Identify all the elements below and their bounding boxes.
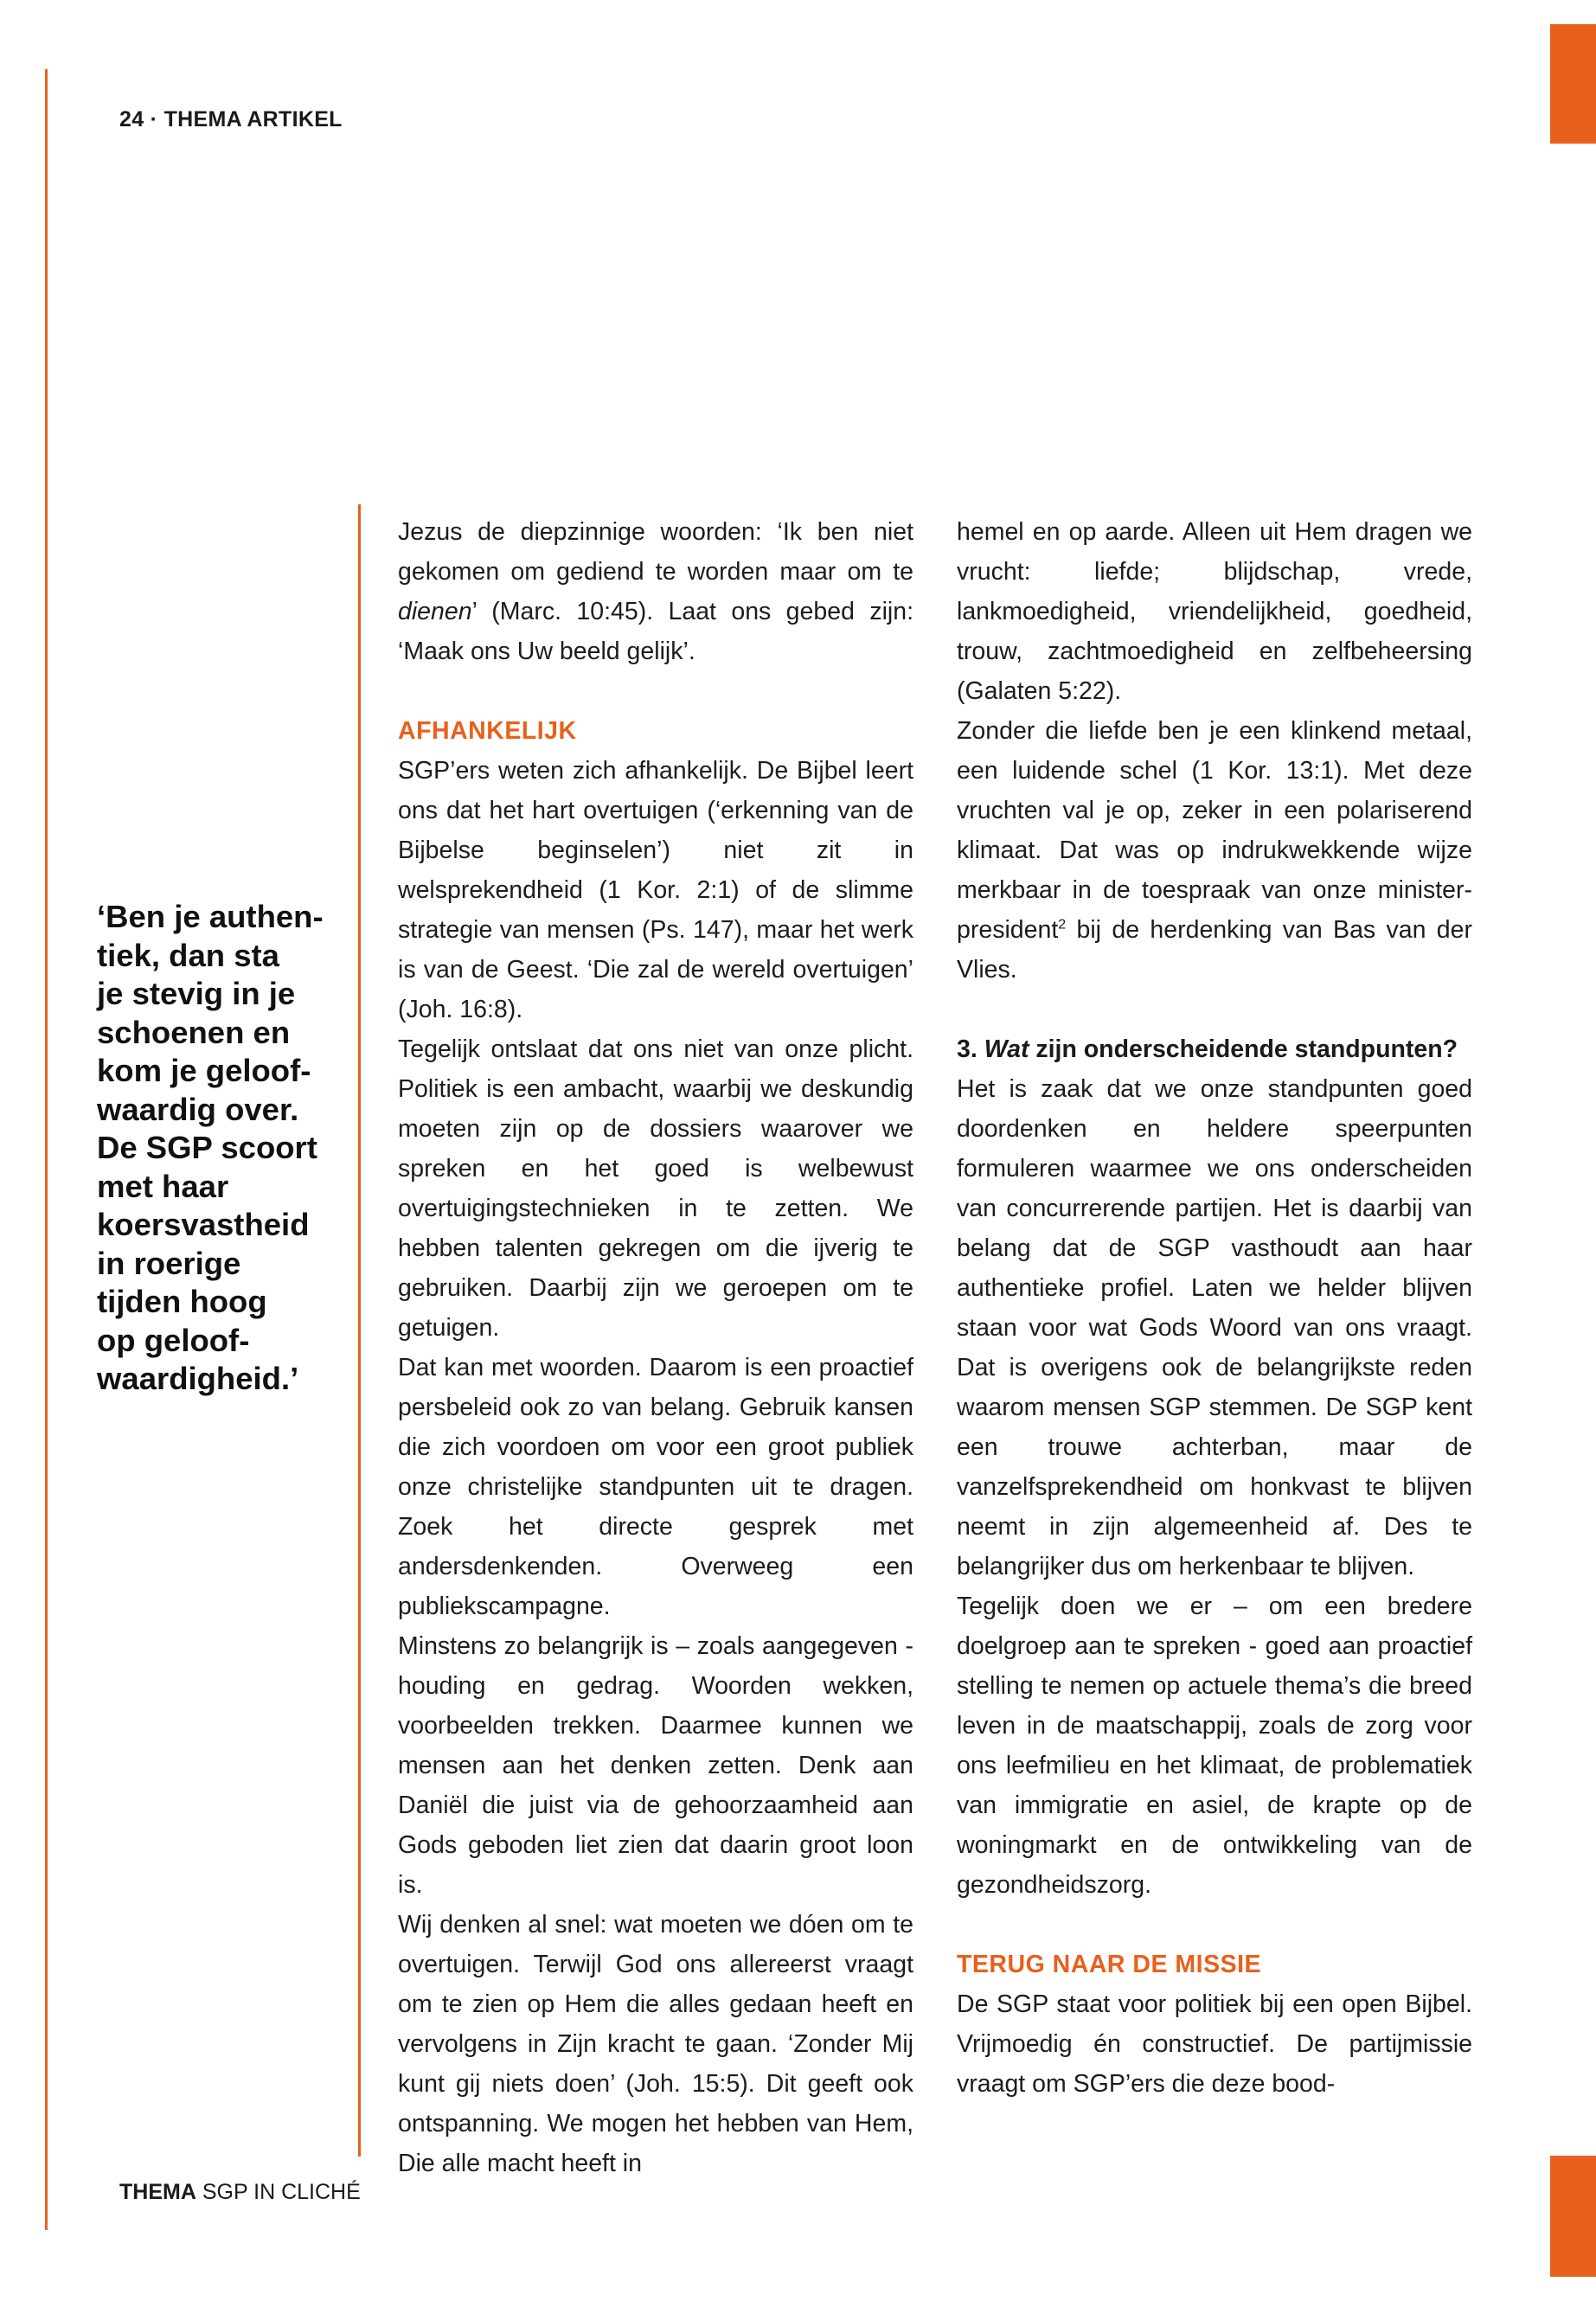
page-number: 24 [119,107,144,131]
quote-line: waardig over. [97,1091,299,1127]
article-column-left [398,512,913,2183]
orange-tab-bottom [1550,2156,1596,2277]
body-paragraph: Tegelijk ontslaat dat ons niet van onze plicht. Politiek is een ambacht, waarbij we deskundig moeten zijn op de dossiers waarover we spreken en het goed is welbewust overtuigingstechnieken in te zetten. We hebben talenten gekregen om die ijverig te gebruiken. Daarbij zijn we geroepen om te getuigen. [398,1035,913,1342]
page-header [119,107,343,132]
body-paragraph: Dat kan met woorden. Daarom is een proactief persbeleid ook zo van belang. Gebruik kansen die zich voordoen om voor een groot publiek onze christelijke standpunten uit te dragen. Zoek het directe gesprek met andersdenkenden. Overweeg een publiekscampagne. [398,1354,913,1620]
quote-line: waardigheid.’ [97,1361,299,1396]
page-footer [119,2180,361,2205]
body-paragraph: Tegelijk doen we er – om een bredere doelgroep aan te spreken - goed aan proactief stelling te nemen op actuele thema’s die breed leven in de maatschappij, zoals de zorg voor ons leefmilieu en het klimaat, de problematiek van immigratie en asiel, de krapte op de woningmarkt en de ontwikkeling van de gezondheidszorg. [957,1593,1472,1899]
footer-bold: THEMA [119,2180,196,2204]
quote-line: ‘Ben je authen- [97,899,324,934]
body-paragraph: Wij denken al snel: wat moeten we dóen om te overtuigen. Terwijl God ons allereerst vraagt om te zien op Hem die alles gedaan heeft en vervolgens in Zijn kracht te gaan. ‘Zonder Mij kunt gij niets doen’ (Joh. 15:5). Dit geeft ook ontspanning. We mogen het hebben van Hem, Die alle macht heeft in [398,1911,913,2177]
footnote-marker: 2 [1058,917,1067,933]
body-paragraph: hemel en op aarde. Alleen uit Hem dragen we vrucht: liefde; blijdschap, vrede, lankmoedigheid, vriendelijkheid, goedheid, trouw, zachtmoedigheid en zelfbeheersing (Galaten 5:22). [957,518,1472,705]
article-column-right [957,512,1472,2104]
quote-line: tiek, dan sta [97,937,279,973]
body-paragraph: Zonder die liefde ben je een klinkend metaal, een luidende schel (1 Kor. 13:1). Met deze vruchten val je op, zeker in een polariserend klimaat. Dat was op indrukwekkende wijze merkbaar in de toespraak van onze minister-president$^2$ bij de herdenking van Bas van der Vlies. [957,717,1472,984]
intro-paragraph: Jezus de diepzinnige woorden: ‘Ik ben niet gekomen om gediend te worden maar om te dienen’ (Marc. 10:45). Laat ons gebed zijn: ‘Maak ons Uw beeld gelijk’. [398,518,913,665]
header-separator: · [150,107,158,131]
section-title: THEMA ARTIKEL [163,107,343,131]
body-paragraph: Minstens zo belangrijk is – zoals aangegeven - houding en gedrag. Woorden wekken, voorbeelden trekken. Daarmee kunnen we mensen aan het denken zetten. Denk aan Daniël die juist via de gehoorzaamheid aan Gods geboden liet zien dat daarin groot loon is. [398,1632,913,1899]
pull-quote [97,898,348,1399]
emphasis: dienen [398,598,472,625]
orange-tab-top [1550,24,1596,144]
quote-line: koersvastheid [97,1207,310,1242]
left-margin-rule [45,69,48,2230]
quote-line: met haar [97,1168,229,1204]
section-heading-terug-naar-de-missie: TERUG NAAR DE MISSIE [957,1951,1262,1978]
body-paragraph: SGP’ers weten zich afhankelijk. De Bijbel leert ons dat het hart overtuigen (‘erkenning van de Bijbelse beginselen’) niet zit in welsprekendheid (1 Kor. 2:1) of de slimme strategie van mensen (Ps. 147), maar het werk is van de Geest. ‘Die zal de wereld overtuigen’ (Joh. 16:8). [398,757,913,1023]
body-paragraph: Het is zaak dat we onze standpunten goed doordenken en heldere speerpunten formuleren waarmee we ons onderscheiden van concurrerende partijen. Het is daarbij van belang dat de SGP vasthoudt aan haar authentieke profiel. Laten we helder blijven staan voor wat Gods Woord van ons vraagt. Dat is overigens ook de belangrijkste reden waarom mensen SGP stemmen. De SGP kent een trouwe achterban, maar de vanzelfsprekendheid om honkvast te blijven neemt in zijn algemeenheid af. Des te belangrijker dus om herkenbaar te blijven. [957,1075,1472,1580]
quote-line: tijden hoog [97,1284,267,1319]
quote-line: je stevig in je [97,976,296,1011]
quote-line: kom je geloof- [97,1053,311,1088]
body-paragraph: De SGP staat voor politiek bij een open Bijbel. Vrijmoedig én constructief. De partijmissie vraagt om SGP’ers die deze bood- [957,1990,1472,2098]
column-divider [358,504,361,2157]
question-heading: 3. Wat zijn onderscheidende standpunten? [957,1035,1458,1063]
quote-line: schoenen en [97,1014,291,1050]
quote-line: op geloof- [97,1322,250,1358]
quote-line: De SGP scoort [97,1130,317,1165]
quote-line: in roerige [97,1245,241,1281]
footer-text: SGP IN CLICHÉ [202,2180,361,2204]
section-heading-afhankelijk: AFHANKELIJK [398,717,577,745]
